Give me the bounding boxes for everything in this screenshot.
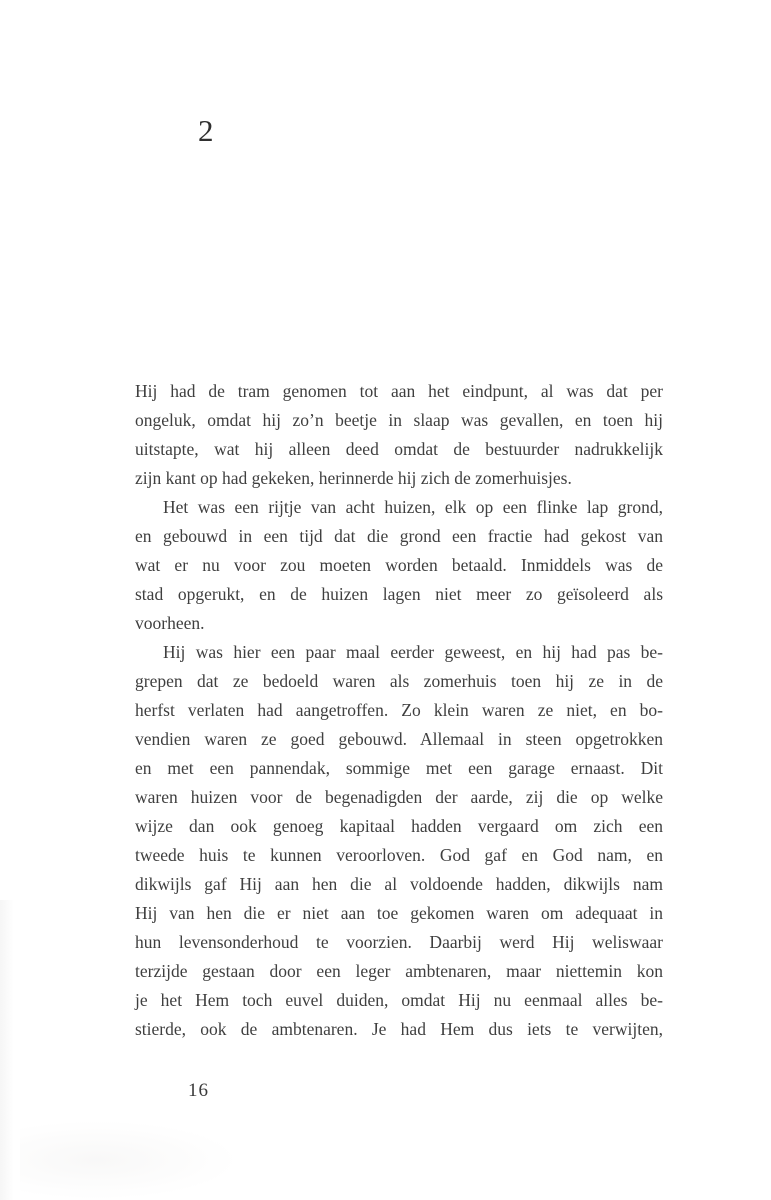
text-line: stad opgerukt, en de huizen lagen niet meer zo geïsoleerd als: [135, 584, 663, 604]
text-line: je het Hem toch euvel duiden, omdat Hij nu eenmaal alles be-: [135, 990, 663, 1010]
text-line: voorheen.: [135, 613, 205, 633]
text-line: tweede huis te kunnen veroorloven. God gaf en God nam, en: [135, 845, 663, 865]
text-block: [135, 377, 663, 1044]
text-line: terzijde gestaan door een leger ambtenaren, maar niettemin kon: [135, 961, 663, 981]
text-line: hun levensonderhoud te voorzien. Daarbij werd Hij weliswaar: [135, 932, 663, 952]
page-corner-shadow: [20, 1120, 240, 1200]
text-line: herfst verlaten had aangetroffen. Zo klein waren ze niet, en bo-: [135, 700, 663, 720]
text-line: wat er nu voor zou moeten worden betaald. Inmiddels was de: [135, 555, 663, 575]
chapter-number: 2: [198, 113, 214, 148]
page-number: 16: [188, 1080, 209, 1101]
text-line: grepen dat ze bedoeld waren als zomerhuis toen hij ze in de: [135, 671, 663, 691]
text-line: Het was een rijtje van acht huizen, elk op een flinke lap grond,: [163, 497, 663, 517]
text-line: stierde, ook de ambtenaren. Je had Hem dus iets te verwijten,: [135, 1019, 663, 1039]
text-line: vendien waren ze goed gebouwd. Allemaal in steen opgetrokken: [135, 729, 663, 749]
text-line: en gebouwd in een tijd dat die grond een fractie had gekost van: [135, 526, 663, 546]
text-line: wijze dan ook genoeg kapitaal hadden vergaard om zich een: [135, 816, 663, 836]
text-line: Hij had de tram genomen tot aan het eindpunt, al was dat per: [135, 381, 663, 401]
text-line: waren huizen voor de begenadigden der aarde, zij die op welke: [135, 787, 663, 807]
text-line: dikwijls gaf Hij aan hen die al voldoende hadden, dikwijls nam: [135, 874, 663, 894]
text-line: ongeluk, omdat hij zo’n beetje in slaap was gevallen, en toen hij: [135, 410, 663, 430]
text-line: en met een pannendak, sommige met een garage ernaast. Dit: [135, 758, 663, 778]
text-line: uitstapte, wat hij alleen deed omdat de bestuurder nadrukkelijk: [135, 439, 663, 459]
page-edge-shadow: [0, 900, 14, 1200]
text-line: Hij was hier een paar maal eerder geweest, en hij had pas be-: [163, 642, 663, 662]
text-line: zijn kant op had gekeken, herinnerde hij zich de zomerhuisjes.: [135, 468, 572, 488]
text-line: Hij van hen die er niet aan toe gekomen waren om adequaat in: [135, 903, 663, 923]
